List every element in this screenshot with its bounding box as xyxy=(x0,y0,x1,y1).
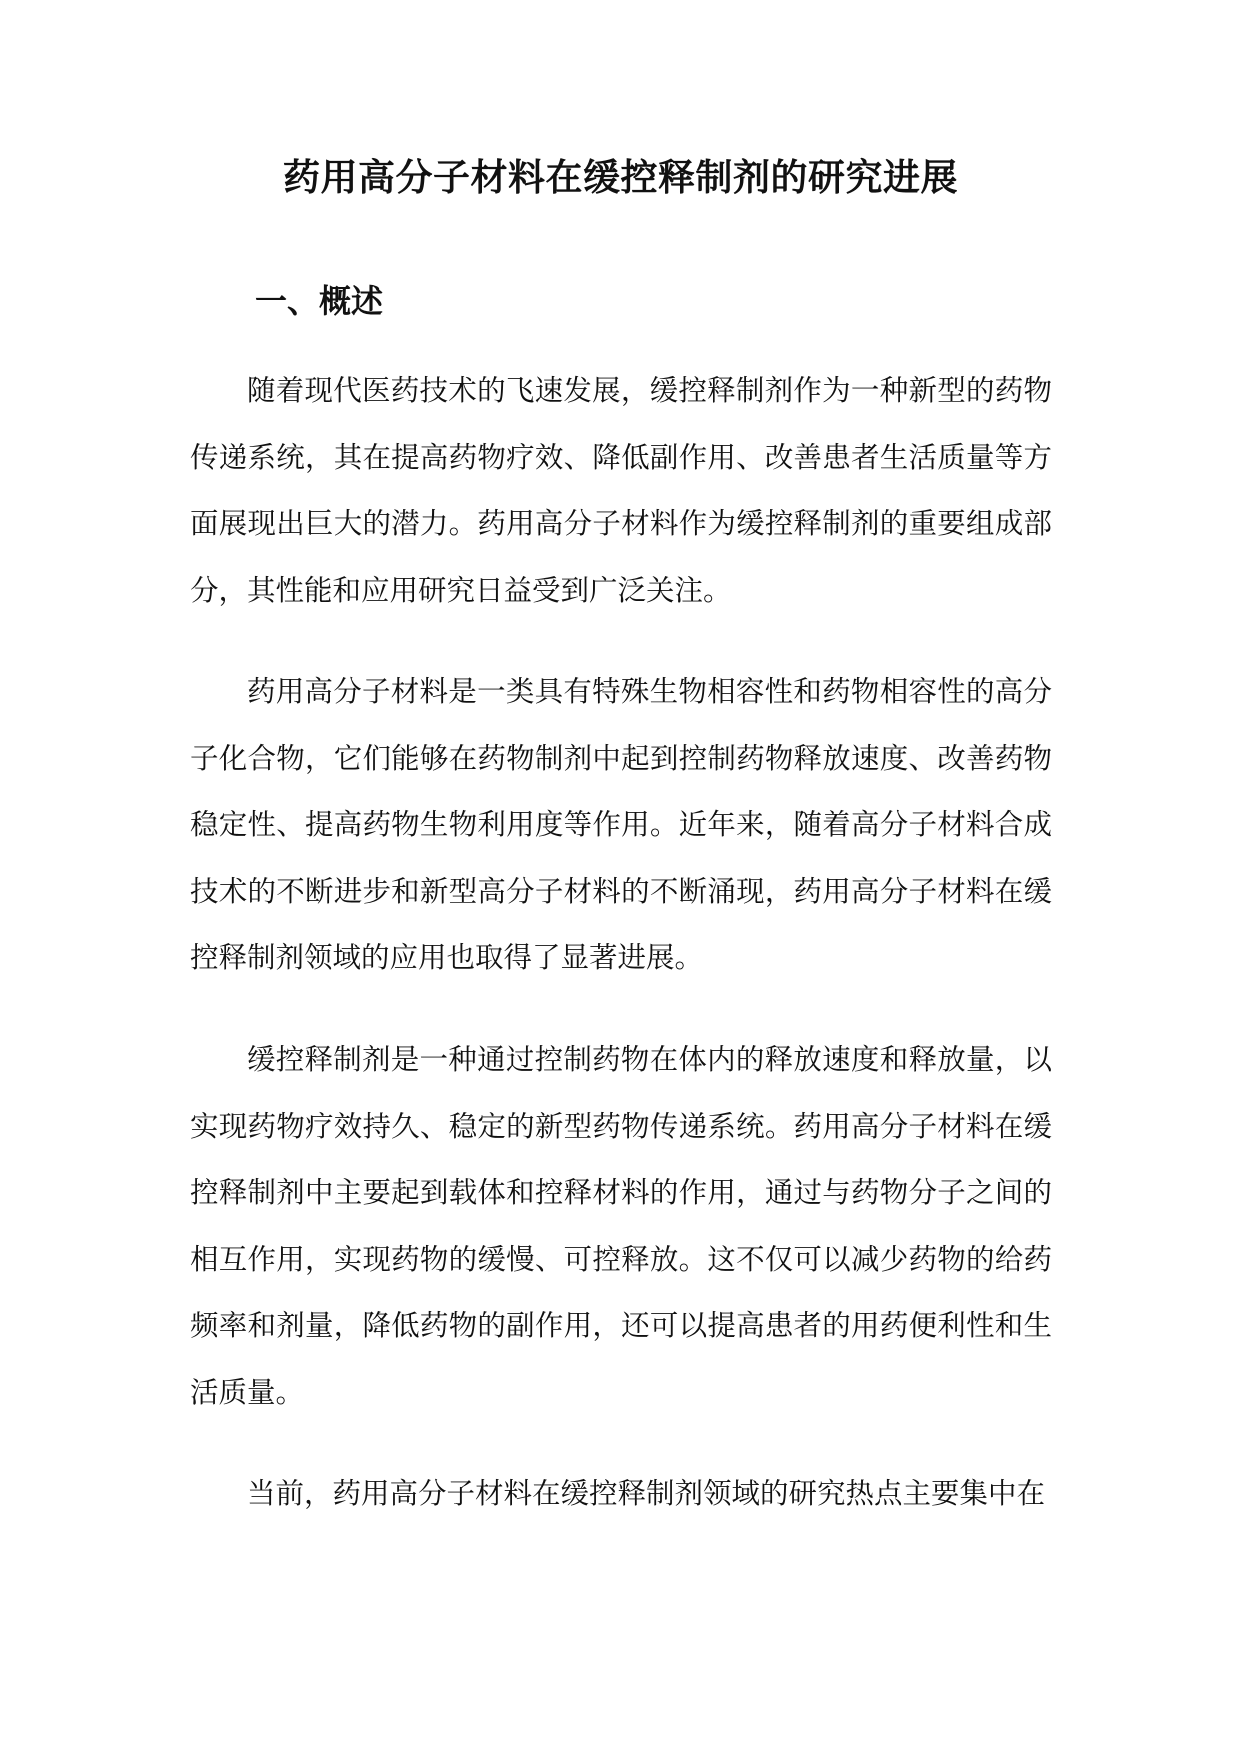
body-paragraph: 随着现代医药技术的飞速发展，缓控释制剂作为一种新型的药物传递系统，其在提高药物疗效、降低副作用、改善患者生活质量等方面展现出巨大的潜力。药用高分子材料作为缓控释制剂的重要组成部分，其性能和应用研究日益受到广泛关注。 xyxy=(190,374,1052,607)
body-paragraph: 缓控释制剂是一种通过控制药物在体内的释放速度和释放量，以实现药物疗效持久、稳定的新型药物传递系统。药用高分子材料在缓控释制剂中主要起到载体和控释材料的作用，通过与药物分子之间的相互作用，实现药物的缓慢、可控释放。这不仅可以减少药物的给药频率和剂量，降低药物的副作用，还可以提高患者的用药便利性和生活质量。 xyxy=(190,1043,1052,1409)
document-title: 药用高分子材料在缓控释制剂的研究进展 xyxy=(283,156,958,199)
body-paragraph: 当前，药用高分子材料在缓控释制剂领域的研究热点主要集中在 xyxy=(247,1477,1046,1510)
body-paragraph: 药用高分子材料是一类具有特殊生物相容性和药物相容性的高分子化合物，它们能够在药物制剂中起到控制药物释放速度、改善药物稳定性、提高药物生物利用度等作用。近年来，随着高分子材料合成技术的不断进步和新型高分子材料的不断涌现，药用高分子材料在缓控释制剂领域的应用也取得了显著进展。 xyxy=(190,675,1052,974)
section-heading-overview: 一、概述 xyxy=(255,282,384,320)
